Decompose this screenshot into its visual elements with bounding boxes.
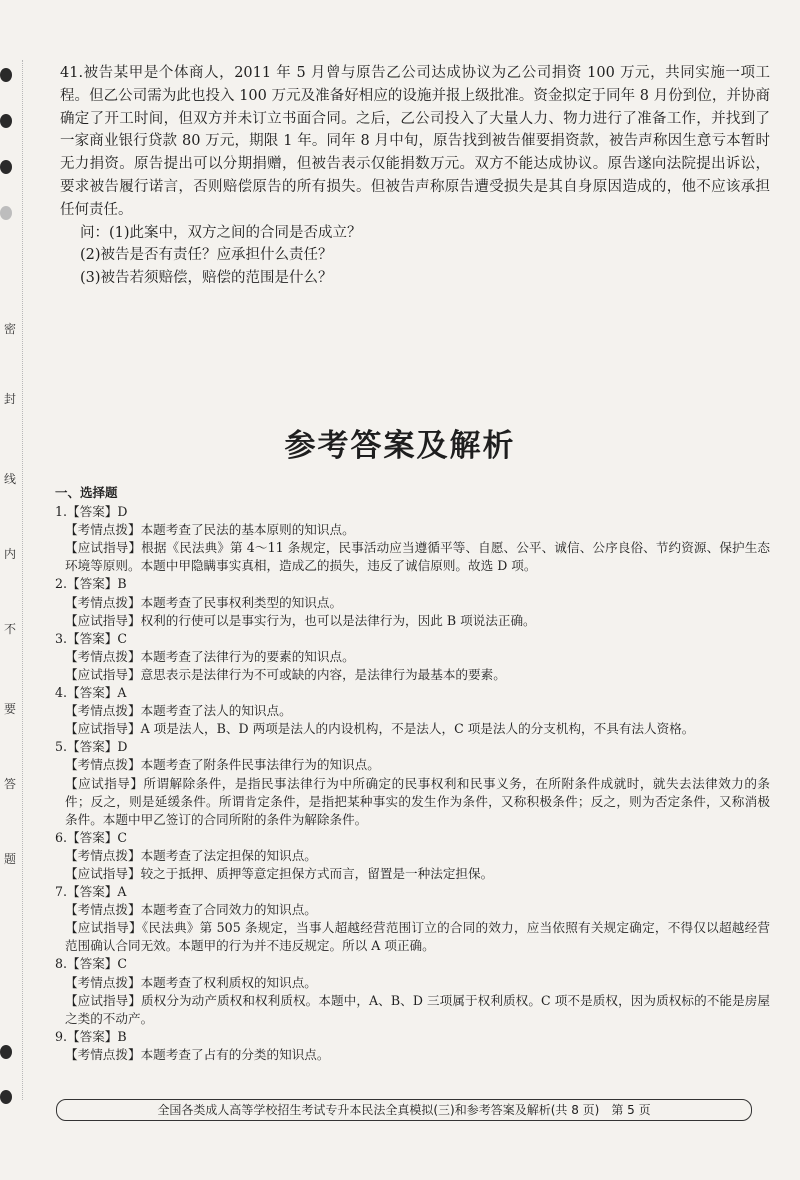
answer-item (55, 738, 770, 828)
exam-guidance: 【应试指导】权利的行使可以是事实行为，也可以是法律行为，因此 B 项说法正确。 (65, 612, 536, 628)
seal-line (22, 60, 23, 1100)
sub-question: (2)被告是否有责任？应承担什么责任？ (80, 247, 333, 264)
exam-point: 【考情点拨】本题考查了法人的知识点。 (65, 703, 292, 719)
exam-guidance: 【应试指导】A 项是法人，B、D 两项是法人的内设机构，不是法人，C 项是法人的分支机构，不具有法人资格。 (65, 721, 695, 737)
exam-point: 【考情点拨】本题考查了法律行为的要素的知识点。 (65, 648, 355, 664)
answer-item (55, 829, 770, 883)
seal-char: 线 (3, 472, 16, 486)
question-41 (60, 62, 770, 290)
answer-choice: 6.【答案】C (55, 829, 128, 845)
page-title: 参考答案及解析 (284, 428, 516, 464)
answer-choice: 4.【答案】A (55, 685, 127, 701)
page-footer: 全国各类成人高等学校招生考试专升本民法全真模拟(三)和参考答案及解析(共 8 页) 第 5 页 (56, 1099, 752, 1121)
answer-item (55, 955, 770, 1027)
answer-choice: 9.【答案】B (55, 1028, 127, 1044)
seal-char: 内 (3, 547, 16, 561)
answer-choice: 3.【答案】C (55, 630, 128, 646)
answer-choice: 7.【答案】A (55, 884, 127, 900)
exam-point: 【考情点拨】本题考查了附条件民事法律行为的知识点。 (65, 757, 380, 773)
answer-item (55, 1028, 770, 1064)
exam-guidance: 【应试指导】质权分为动产质权和权利质权。本题中，A、B、D 三项属于权利质权。C 项不是质权，因为质权标的不能是房屋之类的不动产。 (65, 992, 770, 1026)
seal-char: 不 (3, 622, 16, 636)
answer-list (55, 503, 770, 1064)
question-41-text: 41.被告某甲是个体商人，2011 年 5 月曾与原告乙公司达成协议为乙公司捐资 100 万元，共同实施一项工程。但乙公司需为此也投入 100 万元及准备好相应的设施并报上级批准。资金拟定于同年 8 月份到位，并协商确定了开工时间，但双方并未订立书面合同。之后，乙公司投入了大量人力、物力进行了准备工作，并找到了一家商业银行贷款 80 万元，期限 1 年。同年 8 月中旬，原告找到被告催要捐资款，被告声称因生意亏本暂时无力捐资。原告提出可以分期捐赠，但被告表示仅能捐数万元。双方不能达成协议。原告遂向法院提出诉讼，要求被告履行诺言，否则赔偿原告的所有损失。但被告声称原告遭受损失是其自身原因造成的，他不应该承担任何责任。 (60, 65, 770, 218)
exam-point: 【考情点拨】本题考查了合同效力的知识点。 (65, 902, 317, 918)
exam-point: 【考情点拨】本题考查了权利质权的知识点。 (65, 974, 317, 990)
answer-item (55, 883, 770, 955)
binding-hole (0, 68, 12, 82)
sub-question: (3)被告若须赔偿，赔偿的范围是什么？ (80, 270, 333, 287)
section-title: 一、选择题 (55, 485, 118, 500)
exam-guidance: 【应试指导】较之于抵押、质押等意定担保方式而言，留置是一种法定担保。 (65, 865, 494, 881)
seal-char: 要 (3, 702, 16, 716)
exam-guidance: 【应试指导】所谓解除条件，是指民事法律行为中所确定的民事权利和民事义务，在所附条件成就时，就失去法律效力的条件；反之，则是延缓条件。所谓肯定条件，是指把某种事实的发生作为条件，又称积极条件；反之，则为否定条件，又称消极条件。本题中甲乙签订的合同所附的条件为解除条件。 (65, 775, 770, 827)
answer-choice: 8.【答案】C (55, 956, 128, 972)
answer-item (55, 503, 770, 575)
answer-choice: 1.【答案】D (55, 504, 128, 520)
binding-hole (0, 160, 12, 174)
exam-guidance: 【应试指导】根据《民法典》第 4～11 条规定，民事活动应当遵循平等、自愿、公平、诚信、公序良俗、节约资源、保护生态环境等原则。本题中甲隐瞒事实真相，造成乙的损失，违反了诚信原则。故选 D 项。 (65, 540, 770, 574)
exam-point: 【考情点拨】本题考查了占有的分类的知识点。 (65, 1046, 330, 1062)
sub-question: 问：(1)此案中，双方之间的合同是否成立？ (80, 224, 362, 241)
binding-hole (0, 1090, 12, 1104)
seal-char: 密 (3, 322, 16, 336)
binding-hole (0, 1045, 12, 1059)
answer-key (55, 484, 770, 1064)
exam-point: 【考情点拨】本题考查了民法的基本原则的知识点。 (65, 522, 355, 538)
binding-hole (0, 114, 12, 128)
exam-point: 【考情点拨】本题考查了法定担保的知识点。 (65, 847, 317, 863)
answer-item (55, 684, 770, 738)
answer-choice: 2.【答案】B (55, 576, 127, 592)
answer-item (55, 630, 770, 684)
seal-char: 答 (3, 777, 16, 791)
exam-guidance: 【应试指导】意思表示是法律行为不可或缺的内容，是法律行为最基本的要素。 (65, 666, 506, 682)
exam-point: 【考情点拨】本题考查了民事权利类型的知识点。 (65, 594, 343, 610)
binding-hole (0, 206, 12, 220)
answer-item (55, 575, 770, 629)
seal-char: 题 (3, 852, 16, 866)
answer-choice: 5.【答案】D (55, 739, 128, 755)
seal-char: 封 (3, 392, 16, 406)
exam-guidance: 【应试指导】《民法典》第 505 条规定，当事人超越经营范围订立的合同的效力，应当依照有关规定确定，不得仅以超越经营范围确认合同无效。本题甲的行为并不违反规定。所以 A 项正确。 (65, 920, 770, 954)
